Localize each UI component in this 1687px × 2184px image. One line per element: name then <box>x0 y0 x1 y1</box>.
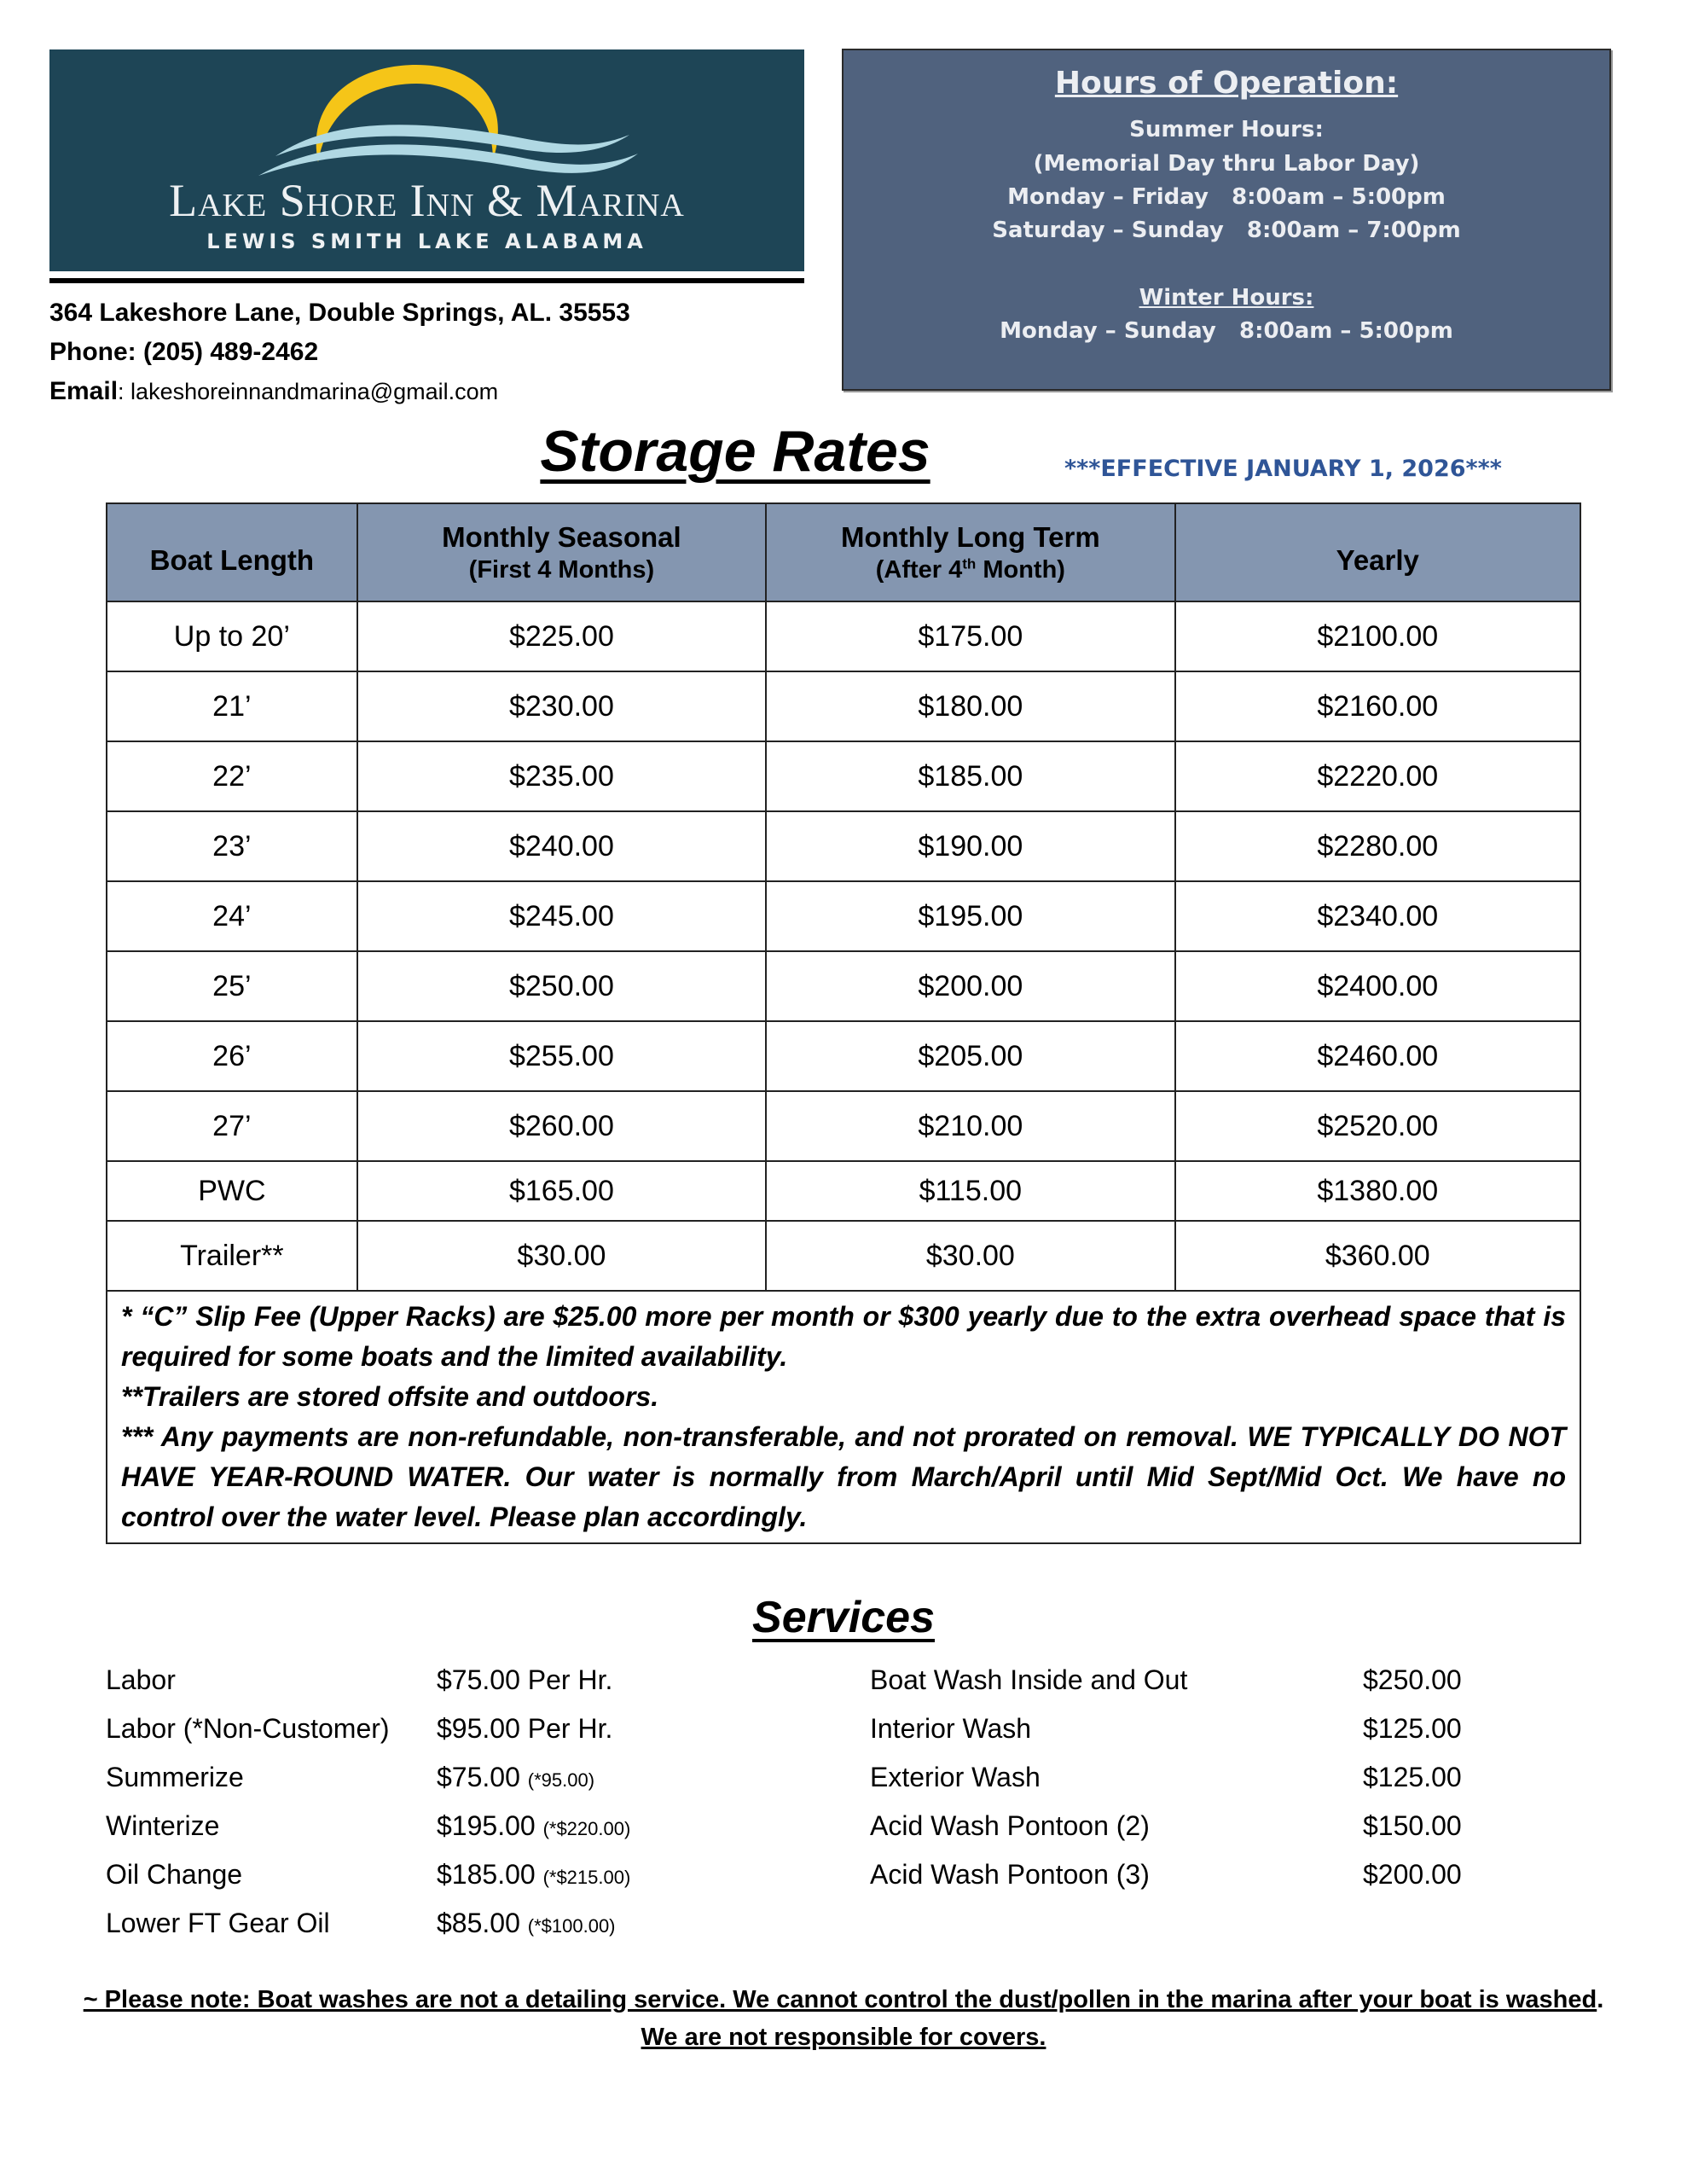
long-term-rate-cell: $210.00 <box>766 1091 1174 1161</box>
summer-weekday-hours: Monday – Friday 8:00am – 5:00pm <box>1007 184 1446 210</box>
yearly-rate-cell: $2400.00 <box>1175 951 1580 1021</box>
service-price: $185.00 (*$215.00) <box>437 1859 631 1890</box>
note-trailers: **Trailers are stored offsite and outdoors. <box>121 1381 659 1412</box>
hours-of-operation-box <box>842 49 1611 391</box>
service-name: Winterize <box>106 1810 220 1841</box>
non-customer-price: (*95.00) <box>527 1769 595 1791</box>
table-row <box>107 1161 1580 1221</box>
seasonal-rate-cell: $240.00 <box>357 811 766 881</box>
table-row <box>107 1091 1580 1161</box>
seasonal-rate-cell: $225.00 <box>357 601 766 671</box>
table-row <box>107 1221 1580 1291</box>
seasonal-rate-cell: $30.00 <box>357 1221 766 1291</box>
logo-title: Lake Shore Inn & Marina <box>169 175 685 226</box>
service-name: Labor (*Non-Customer) <box>106 1713 390 1744</box>
email-link[interactable]: : lakeshoreinnandmarina@gmail.com <box>118 379 499 404</box>
summer-weekend-hours: Saturday – Sunday 8:00am – 7:00pm <box>992 218 1461 243</box>
note-c-slip-fee: * “C” Slip Fee (Upper Racks) are $25.00 more per month or $300 yearly due to the extra overhead space that is required for some boats and the limited availability. <box>121 1301 1566 1372</box>
storage-notes <box>107 1291 1580 1543</box>
seasonal-rate-cell: $255.00 <box>357 1021 766 1091</box>
winter-hours: Monday – Sunday 8:00am – 5:00pm <box>1000 318 1453 344</box>
seasonal-rate-cell: $165.00 <box>357 1161 766 1221</box>
logo-subtitle: LEWIS SMITH LAKE ALABAMA <box>206 229 647 253</box>
boat-wash-disclaimer: ~ Please note: Boat washes are not a detailing service. We cannot control the dust/pollen in the marina after your boat is washed. <box>83 1986 1604 2013</box>
email <box>49 379 498 404</box>
boat-length-cell: 26’ <box>107 1021 357 1091</box>
long-term-rate-cell: $30.00 <box>766 1221 1174 1291</box>
header-monthly-long-term: Monthly Long Term (After 4th Month) <box>766 503 1174 601</box>
yearly-rate-cell: $2280.00 <box>1175 811 1580 881</box>
service-price: $85.00 (*$100.00) <box>437 1908 616 1938</box>
divider <box>49 278 804 283</box>
non-customer-price: (*$215.00) <box>542 1867 631 1888</box>
service-price: $75.00 Per Hr. <box>437 1664 613 1695</box>
address: 364 Lakeshore Lane, Double Springs, AL. 35553 <box>49 299 630 327</box>
note-payments: *** Any payments are non-refundable, non-transferable, and not prorated on removal. WE TYPICALLY DO NOT HAVE YEAR-ROUND WATER. Our water is normally from March/April until Mid Sept/Mid Oct. We have no control over the water level. Please plan accordingly. <box>121 1421 1566 1532</box>
boat-length-cell: 21’ <box>107 671 357 741</box>
boat-length-cell: Up to 20’ <box>107 601 357 671</box>
service-name: Interior Wash <box>870 1713 1032 1744</box>
service-price: $195.00 (*$220.00) <box>437 1810 631 1841</box>
service-name: Acid Wash Pontoon (2) <box>870 1810 1150 1841</box>
non-customer-price: (*$100.00) <box>527 1915 616 1937</box>
yearly-rate-cell: $2220.00 <box>1175 741 1580 811</box>
yearly-rate-cell: $2100.00 <box>1175 601 1580 671</box>
winter-hours-label: Winter Hours: <box>1139 285 1314 311</box>
service-price: $95.00 Per Hr. <box>437 1713 613 1744</box>
long-term-rate-cell: $185.00 <box>766 741 1174 811</box>
seasonal-rate-cell: $250.00 <box>357 951 766 1021</box>
hours-title: Hours of Operation: <box>1054 66 1399 101</box>
service-name: Lower FT Gear Oil <box>106 1908 330 1938</box>
long-term-rate-cell: $205.00 <box>766 1021 1174 1091</box>
boat-length-cell: 24’ <box>107 881 357 951</box>
seasonal-rate-cell: $260.00 <box>357 1091 766 1161</box>
service-name: Acid Wash Pontoon (3) <box>870 1859 1150 1890</box>
yearly-rate-cell: $2160.00 <box>1175 671 1580 741</box>
yearly-rate-cell: $360.00 <box>1175 1221 1580 1291</box>
phone: Phone: (205) 489-2462 <box>49 338 319 366</box>
header-yearly: Yearly <box>1175 503 1580 601</box>
yearly-rate-cell: $2340.00 <box>1175 881 1580 951</box>
boat-length-cell: 22’ <box>107 741 357 811</box>
storage-rates-table <box>106 502 1581 1544</box>
covers-disclaimer: We are not responsible for covers. <box>641 2024 1046 2051</box>
service-name: Oil Change <box>106 1859 243 1890</box>
table-row <box>107 601 1580 671</box>
long-term-rate-cell: $175.00 <box>766 601 1174 671</box>
summer-period: (Memorial Day thru Labor Day) <box>1033 151 1420 177</box>
notes-row <box>107 1291 1580 1543</box>
storage-rates-title: Storage Rates <box>540 419 930 484</box>
table-row <box>107 741 1580 811</box>
table-row <box>107 951 1580 1021</box>
boat-length-cell: PWC <box>107 1161 357 1221</box>
long-term-rate-cell: $195.00 <box>766 881 1174 951</box>
summer-hours-label: Summer Hours: <box>1129 117 1324 142</box>
service-price: $125.00 <box>1363 1762 1462 1792</box>
service-price: $125.00 <box>1363 1713 1462 1744</box>
marina-logo <box>49 49 804 271</box>
seasonal-rate-cell: $235.00 <box>357 741 766 811</box>
service-price: $75.00 (*95.00) <box>437 1762 595 1792</box>
table-row <box>107 671 1580 741</box>
services-title: Services <box>752 1593 935 1642</box>
boat-length-cell: 25’ <box>107 951 357 1021</box>
table-row <box>107 811 1580 881</box>
seasonal-rate-cell: $245.00 <box>357 881 766 951</box>
yearly-rate-cell: $2520.00 <box>1175 1091 1580 1161</box>
header-boat-length: Boat Length <box>107 503 357 601</box>
service-name: Exterior Wash <box>870 1762 1041 1792</box>
boat-length-cell: 27’ <box>107 1091 357 1161</box>
long-term-rate-cell: $180.00 <box>766 671 1174 741</box>
non-customer-price: (*$220.00) <box>542 1818 631 1839</box>
yearly-rate-cell: $1380.00 <box>1175 1161 1580 1221</box>
seasonal-rate-cell: $230.00 <box>357 671 766 741</box>
service-price: $250.00 <box>1363 1664 1462 1695</box>
long-term-rate-cell: $200.00 <box>766 951 1174 1021</box>
service-name: Summerize <box>106 1762 244 1792</box>
email-label: Email <box>49 377 119 405</box>
long-term-rate-cell: $115.00 <box>766 1161 1174 1221</box>
service-name: Boat Wash Inside and Out <box>870 1664 1188 1695</box>
boat-length-cell: 23’ <box>107 811 357 881</box>
service-price: $150.00 <box>1363 1810 1462 1841</box>
table-row <box>107 1021 1580 1091</box>
boat-length-cell: Trailer** <box>107 1221 357 1291</box>
effective-date: ***EFFECTIVE JANUARY 1, 2026*** <box>1064 456 1502 482</box>
table-row <box>107 881 1580 951</box>
table-header-row <box>107 503 1580 601</box>
yearly-rate-cell: $2460.00 <box>1175 1021 1580 1091</box>
service-price: $200.00 <box>1363 1859 1462 1890</box>
service-name: Labor <box>106 1664 176 1695</box>
header-monthly-seasonal: Monthly Seasonal (First 4 Months) <box>357 503 766 601</box>
long-term-rate-cell: $190.00 <box>766 811 1174 881</box>
